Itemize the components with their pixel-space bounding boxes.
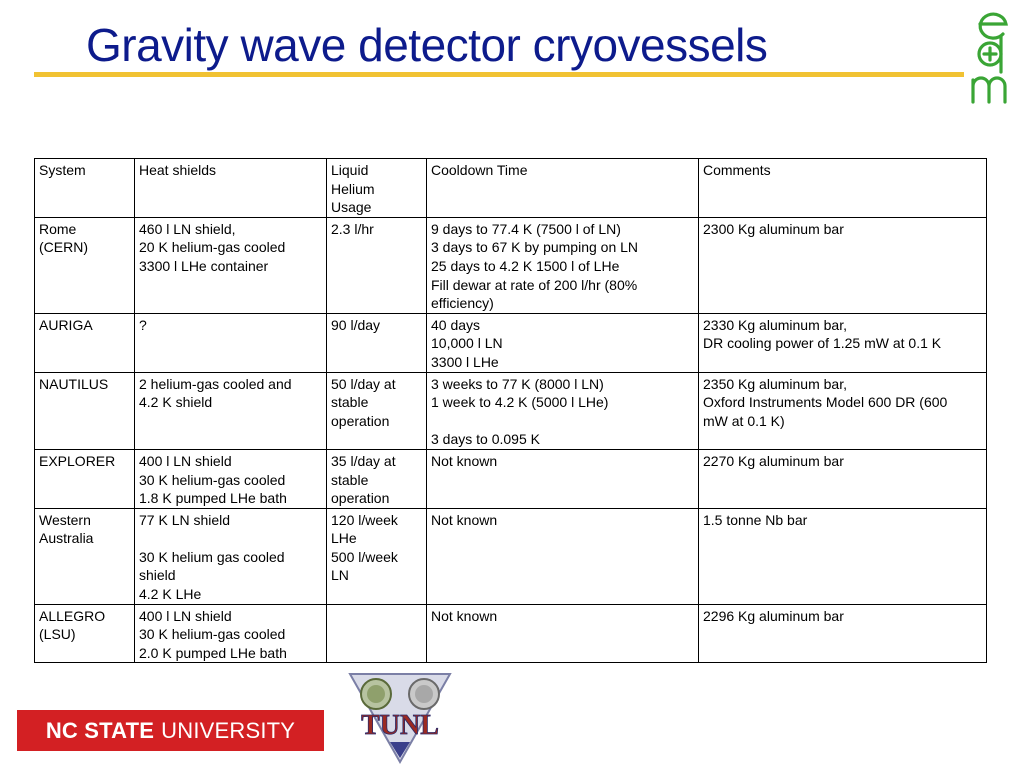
table-row — [35, 604, 987, 663]
cell-system: AURIGA — [35, 313, 135, 372]
cell-cooldown: Not known — [427, 508, 699, 604]
cell-heat-shields: 400 l LN shield 30 K helium-gas cooled 1.8 K pumped LHe bath — [135, 449, 327, 508]
cell-heat-shields: 460 l LN shield, 20 K helium-gas cooled 3300 l LHe container — [135, 217, 327, 313]
cell-comments: 2330 Kg aluminum bar, DR cooling power of 1.25 mW at 0.1 K — [699, 313, 987, 372]
ncsu-logo-regular: UNIVERSITY — [161, 717, 296, 743]
cell-comments: 1.5 tonne Nb bar — [699, 508, 987, 604]
cell-cooldown: Not known — [427, 449, 699, 508]
header-system: System — [35, 159, 135, 218]
table-row — [35, 449, 987, 508]
cell-helium-usage: 50 l/day at stable operation — [327, 372, 427, 449]
cell-helium-usage: 120 l/week LHe 500 l/week LN — [327, 508, 427, 604]
cell-heat-shields: 2 helium-gas cooled and 4.2 K shield — [135, 372, 327, 449]
cell-system: Western Australia — [35, 508, 135, 604]
ncsu-logo-bold: NC STATE — [45, 717, 155, 743]
header-liquid-helium-usage: Liquid Helium Usage — [327, 159, 427, 218]
table-row — [35, 313, 987, 372]
table-row — [35, 372, 987, 449]
ncsu-logo — [17, 710, 324, 751]
cell-cooldown: 9 days to 77.4 K (7500 l of LN) 3 days to 67 K by pumping on LN 25 days to 4.2 K 1500 l of LHe Fill dewar at rate of 200 l/hr (80% efficiency) — [427, 217, 699, 313]
cell-comments: 2300 Kg aluminum bar — [699, 217, 987, 313]
table-row — [35, 217, 987, 313]
cell-cooldown: 40 days 10,000 l LN 3300 l LHe — [427, 313, 699, 372]
cell-comments: 2350 Kg aluminum bar, Oxford Instruments Model 600 DR (600 mW at 0.1 K) — [699, 372, 987, 449]
cell-comments: 2296 Kg aluminum bar — [699, 604, 987, 663]
cell-comments: 2270 Kg aluminum bar — [699, 449, 987, 508]
cell-cooldown: 3 weeks to 77 K (8000 l LN) 1 week to 4.2 K (5000 l LHe) 3 days to 0.095 K — [427, 372, 699, 449]
cell-helium-usage: 90 l/day — [327, 313, 427, 372]
cryovessel-table — [34, 158, 987, 663]
header-cooldown-time: Cooldown Time — [427, 159, 699, 218]
tunl-logo — [346, 672, 454, 764]
cell-system: NAUTILUS — [35, 372, 135, 449]
cell-helium-usage: 35 l/day at stable operation — [327, 449, 427, 508]
cell-heat-shields: ? — [135, 313, 327, 372]
table-row — [35, 508, 987, 604]
title-underline — [34, 72, 964, 77]
cell-system: EXPLORER — [35, 449, 135, 508]
edm-logo — [966, 6, 1020, 106]
table-header-row — [35, 159, 987, 218]
cell-system: Rome (CERN) — [35, 217, 135, 313]
header-comments: Comments — [699, 159, 987, 218]
header-heat-shields: Heat shields — [135, 159, 327, 218]
cell-helium-usage: 2.3 l/hr — [327, 217, 427, 313]
cell-cooldown: Not known — [427, 604, 699, 663]
cell-helium-usage — [327, 604, 427, 663]
cell-system: ALLEGRO (LSU) — [35, 604, 135, 663]
cell-heat-shields: 77 K LN shield 30 K helium gas cooled shield 4.2 K LHe — [135, 508, 327, 604]
slide-title: Gravity wave detector cryovessels — [86, 19, 768, 71]
cell-heat-shields: 400 l LN shield 30 K helium-gas cooled 2.0 K pumped LHe bath — [135, 604, 327, 663]
tunl-logo-text: TUNL — [361, 710, 439, 741]
